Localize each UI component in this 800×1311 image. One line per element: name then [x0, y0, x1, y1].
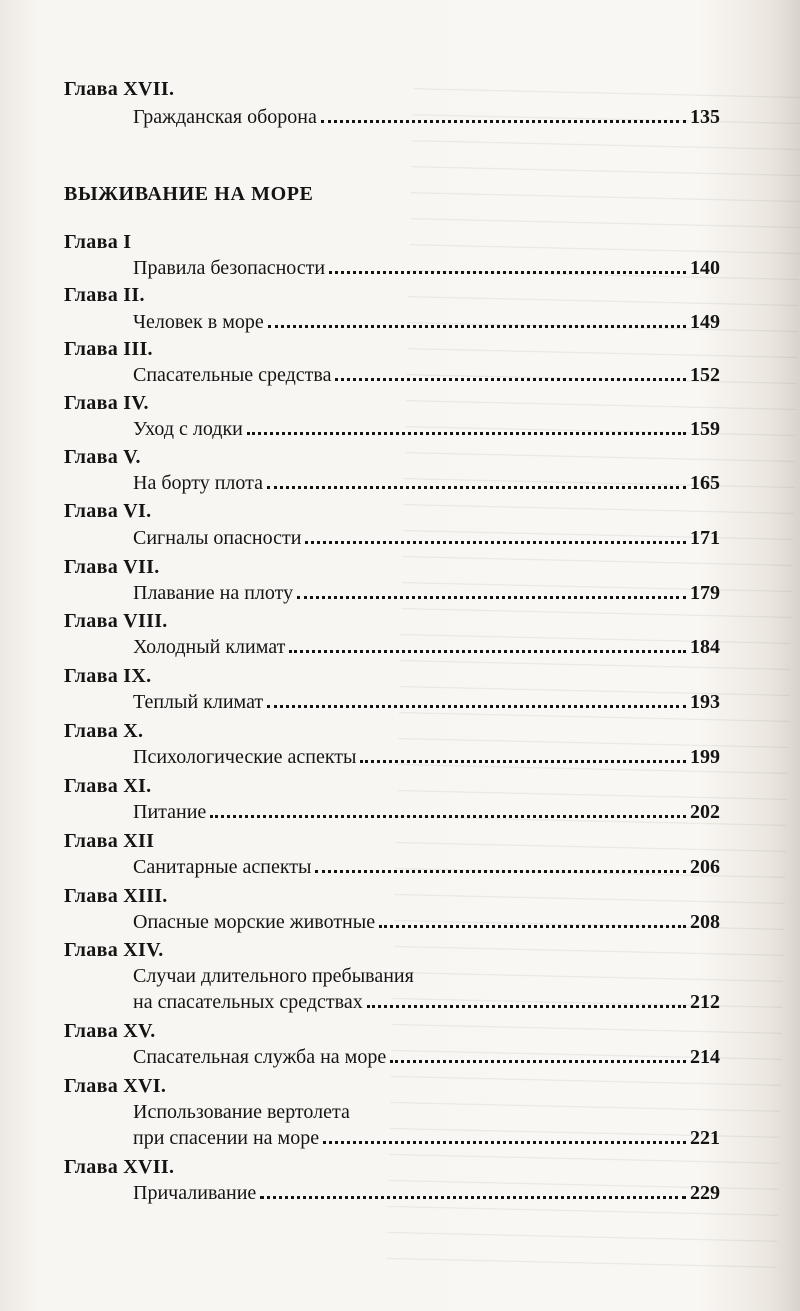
- chapter-heading: Глава XIV.: [64, 939, 164, 961]
- toc-entry[interactable]: [133, 416, 720, 442]
- page-number: 214: [690, 1046, 720, 1068]
- page-number: 229: [690, 1182, 720, 1204]
- dot-leader: [305, 538, 686, 544]
- chapter-heading: Глава IV.: [64, 392, 149, 414]
- dot-leader: [321, 117, 686, 123]
- toc-entry[interactable]: [133, 255, 720, 281]
- page-number: 135: [690, 106, 720, 128]
- page-number: 199: [690, 746, 720, 768]
- chapter-heading: Глава XVI.: [64, 1075, 167, 1097]
- dot-leader: [268, 322, 686, 328]
- toc-entry[interactable]: [133, 689, 720, 715]
- dot-leader: [297, 593, 686, 599]
- chapter-heading: Глава X.: [64, 720, 144, 742]
- entry-title: Плавание на плоту: [133, 582, 294, 604]
- toc-entry[interactable]: [133, 744, 720, 770]
- chapter-heading: Глава XVII.: [64, 1156, 175, 1178]
- page-number: 193: [690, 691, 720, 713]
- toc-entry[interactable]: [133, 104, 720, 130]
- dot-leader: [329, 268, 686, 274]
- toc-entry[interactable]: [133, 525, 720, 551]
- dot-leader: [247, 429, 686, 435]
- dot-leader: [260, 1193, 686, 1199]
- toc-entry[interactable]: [133, 362, 720, 388]
- entry-title: Опасные морские животные: [133, 911, 376, 933]
- page-number: 149: [690, 311, 720, 333]
- entry-title: Уход с лодки: [133, 418, 243, 440]
- page-number: 221: [690, 1127, 720, 1149]
- toc-entry[interactable]: [133, 963, 720, 1015]
- toc-entry[interactable]: [133, 799, 720, 825]
- dot-leader: [315, 867, 686, 873]
- page-number: 212: [690, 991, 720, 1013]
- entry-title: Человек в море: [133, 311, 264, 333]
- chapter-heading: Глава XIII.: [64, 885, 168, 907]
- chapter-heading: Глава XV.: [64, 1020, 156, 1042]
- page-number: 206: [690, 856, 720, 878]
- section-title: ВЫЖИВАНИЕ НА МОРЕ: [64, 183, 314, 205]
- entry-title-line1: Использование вертолета: [133, 1101, 350, 1123]
- page-number: 152: [690, 364, 720, 386]
- dot-leader: [267, 483, 686, 489]
- entry-title: на спасательных средствах: [133, 991, 363, 1013]
- page-number: 184: [690, 636, 720, 658]
- page-number: 179: [690, 582, 720, 604]
- toc-entry[interactable]: [133, 634, 720, 660]
- chapter-heading: Глава VII.: [64, 556, 160, 578]
- chapter-heading: Глава III.: [64, 338, 153, 360]
- toc-entry[interactable]: [133, 580, 720, 606]
- dot-leader: [379, 922, 686, 928]
- page-number: 171: [690, 527, 720, 549]
- chapter-heading: Глава IX.: [64, 665, 152, 687]
- dot-leader: [390, 1057, 686, 1063]
- chapter-heading: Глава VI.: [64, 500, 152, 522]
- dot-leader: [210, 812, 686, 818]
- entry-title: Гражданская оборона: [133, 106, 317, 128]
- entry-title: Санитарные аспекты: [133, 856, 312, 878]
- toc-entry[interactable]: [133, 470, 720, 496]
- dot-leader: [367, 1002, 686, 1008]
- toc-entry[interactable]: [133, 309, 720, 335]
- chapter-heading: Глава VIII.: [64, 610, 168, 632]
- dot-leader: [323, 1138, 686, 1144]
- entry-title: Психологические аспекты: [133, 746, 357, 768]
- entry-title: Холодный климат: [133, 636, 286, 658]
- entry-title: при спасении на море: [133, 1127, 320, 1149]
- toc-entry[interactable]: [133, 909, 720, 935]
- toc-entry[interactable]: [133, 1180, 720, 1206]
- chapter-heading: Глава XI.: [64, 775, 152, 797]
- page-number: 202: [690, 801, 720, 823]
- dot-leader: [289, 647, 686, 653]
- page-number: 165: [690, 472, 720, 494]
- page-number: 159: [690, 418, 720, 440]
- chapter-heading: Глава XII: [64, 830, 155, 852]
- entry-title: Спасательные средства: [133, 364, 332, 386]
- page-number: 208: [690, 911, 720, 933]
- toc-entry[interactable]: [133, 854, 720, 880]
- entry-title: Питание: [133, 801, 207, 823]
- entry-title: Правила безопасности: [133, 257, 326, 279]
- chapter-heading: Глава XVII.: [64, 78, 175, 100]
- dot-leader: [335, 375, 686, 381]
- chapter-heading: Глава II.: [64, 284, 145, 306]
- entry-title: Сигналы опасности: [133, 527, 302, 549]
- chapter-heading: Глава I: [64, 231, 132, 253]
- toc-entry[interactable]: [133, 1099, 720, 1151]
- page-number: 140: [690, 257, 720, 279]
- chapter-heading: Глава V.: [64, 446, 141, 468]
- entry-title: Спасательная служба на море: [133, 1046, 387, 1068]
- dot-leader: [267, 702, 686, 708]
- entry-title: Теплый климат: [133, 691, 264, 713]
- entry-title: На борту плота: [133, 472, 263, 494]
- entry-title: Причаливание: [133, 1182, 257, 1204]
- toc-entry[interactable]: [133, 1044, 720, 1070]
- dot-leader: [360, 757, 686, 763]
- entry-title-line1: Случаи длительного пребывания: [133, 965, 414, 987]
